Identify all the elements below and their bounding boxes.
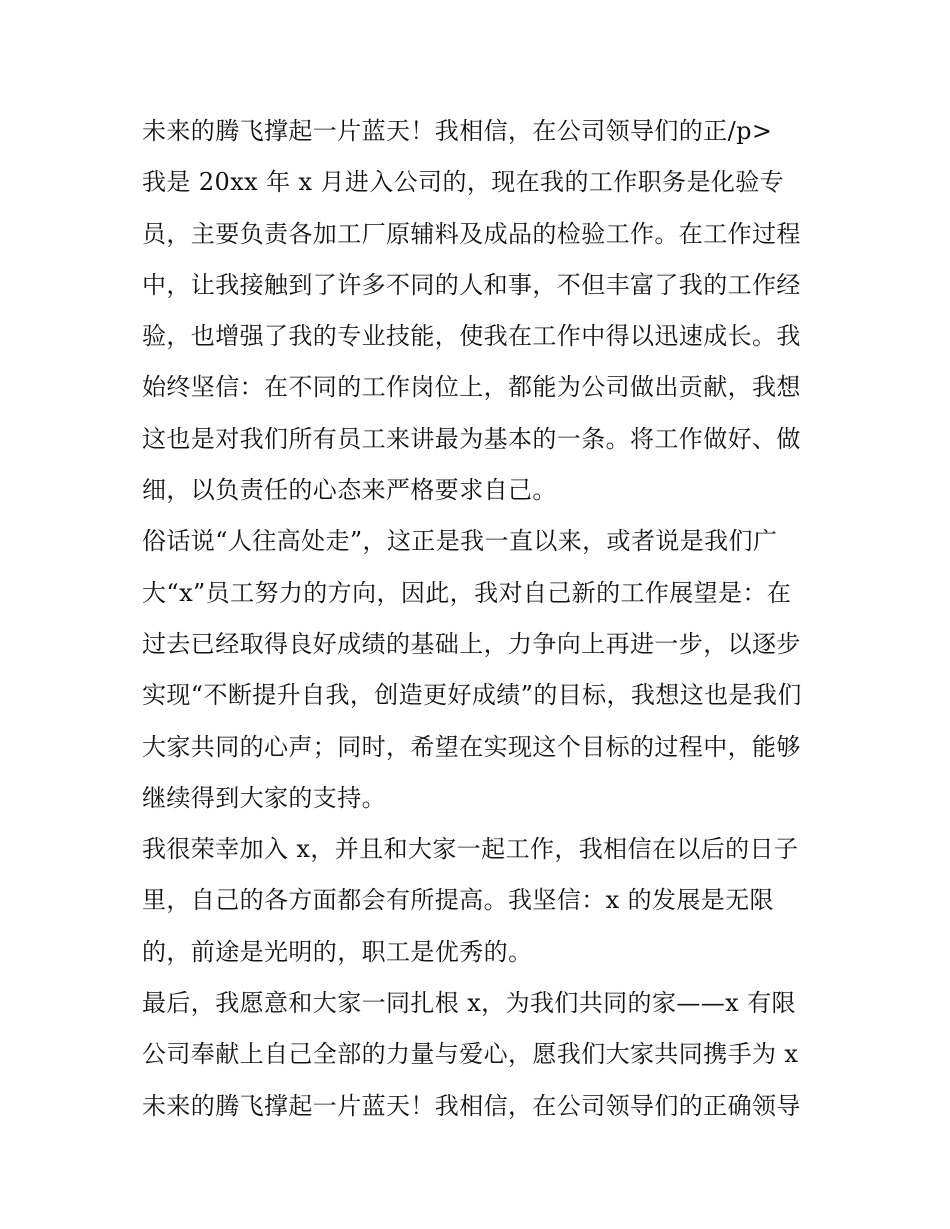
text-line: 俗话说“人往高处走”，这正是我一直以来，或者说是我们广 <box>142 527 778 556</box>
text-line: 我很荣幸加入 x，并且和大家一起工作，我相信在以后的日子 <box>142 835 799 864</box>
text-line: 未来的腾飞撑起一片蓝天！我相信，在公司领导们的正确领导 <box>142 1091 801 1120</box>
text-line: 细，以负责任的心态来严格要求自己。 <box>142 476 557 505</box>
text-line: 始终坚信：在不同的工作岗位上，都能为公司做出贡献，我想 <box>142 373 801 402</box>
document-body <box>142 106 822 1132</box>
text-line: 大家共同的心声；同时，希望在实现这个目标的过程中，能够 <box>142 732 801 761</box>
text-line: 中，让我接触到了许多不同的人和事，不但丰富了我的工作经 <box>142 270 801 299</box>
text-line: 最后，我愿意和大家一同扎根 x，为我们共同的家——x 有限 <box>142 989 796 1018</box>
text-line: 员，主要负责各加工厂原辅料及成品的检验工作。在工作过程 <box>142 219 801 248</box>
text-line: 继续得到大家的支持。 <box>142 783 386 812</box>
text-line: 实现“不断提升自我，创造更好成绩”的目标，我想这也是我们 <box>142 681 802 710</box>
text-line: 我是 20xx 年 x 月进入公司的，现在我的工作职务是化验专 <box>142 168 785 197</box>
text-line: 过去已经取得良好成绩的基础上，力争向上再进一步，以逐步 <box>142 629 801 658</box>
text-line: 验，也增强了我的专业技能，使我在工作中得以迅速成长。我 <box>142 322 801 351</box>
text-line: 这也是对我们所有员工来讲最为基本的一条。将工作做好、做 <box>142 424 801 453</box>
text-line: 公司奉献上自己全部的力量与爱心，愿我们大家共同携手为 x <box>142 1040 799 1069</box>
text-line: 未来的腾飞撑起一片蓝天！我相信，在公司领导们的正/p> <box>142 117 773 145</box>
text-line: 的，前途是光明的，职工是优秀的。 <box>142 937 533 966</box>
text-line: 大“x”员工努力的方向，因此，我对自己新的工作展望是：在 <box>142 578 792 607</box>
text-line: 里，自己的各方面都会有所提高。我坚信：x 的发展是无限 <box>142 886 774 915</box>
